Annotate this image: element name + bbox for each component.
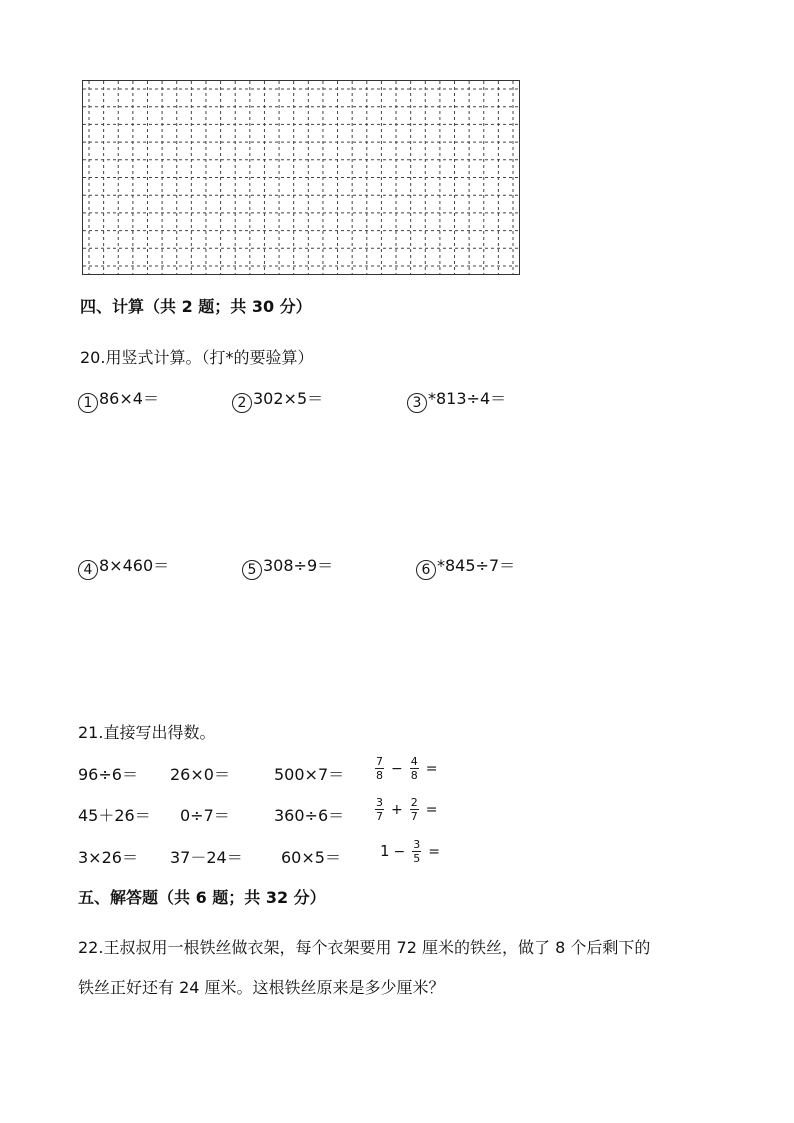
q21-r2-c2: 0÷7＝ [180, 806, 230, 825]
fraction: $\frac{4}{8}$ [410, 755, 418, 782]
q20-item-3 [407, 386, 506, 413]
q21-r1-c2: 26×0＝ [170, 765, 230, 784]
answer-grid [82, 80, 520, 275]
q21-fraction-3: 1 − $\frac{3}{5}$ = [380, 838, 441, 865]
fraction: $\frac{7}{8}$ [376, 755, 383, 782]
q20-item-6 [416, 553, 515, 580]
q20-item-4 [78, 553, 169, 580]
expression: *813÷4＝ [428, 389, 507, 408]
section-five-title: 五、解答题（共 6 题；共 32 分） [78, 888, 326, 907]
circled-number: 5 [242, 560, 262, 580]
fraction: $\frac{3}{7}$ [376, 796, 383, 823]
expression: 8×460＝ [99, 556, 170, 575]
q20-item-1 [78, 386, 159, 413]
q21-fraction-2: $\frac{3}{7}$ + $\frac{2}{7}$ = [376, 796, 438, 823]
q20-item-2 [232, 386, 323, 413]
q21-fraction-1: $\frac{7}{8}$ − $\frac{4}{8}$ = [376, 755, 438, 782]
fraction: $\frac{2}{7}$ [410, 796, 418, 823]
expression: 302×5＝ [253, 389, 324, 408]
q21-r1-c3: 500×7＝ [274, 765, 345, 784]
q21-r3-c3: 60×5＝ [281, 848, 341, 867]
circled-number: 4 [78, 560, 98, 580]
question-21-prompt: 21.直接写出得数。 [78, 723, 216, 742]
q21-r2-c1: 45＋26＝ [78, 806, 151, 825]
q21-r3-c2: 37－24＝ [170, 848, 243, 867]
grid-lines [83, 81, 519, 274]
q21-r3-c1: 3×26＝ [78, 848, 138, 867]
q20-item-5 [242, 553, 333, 580]
section-four-title: 四、计算（共 2 题；共 30 分） [80, 297, 312, 316]
circled-number: 6 [416, 560, 436, 580]
expression: 86×4＝ [99, 389, 159, 408]
q21-r1-c1: 96÷6＝ [78, 765, 138, 784]
question-22-line1: 22.王叔叔用一根铁丝做衣架，每个衣架要用 72 厘米的铁丝，做了 8 个后剩下的 [78, 938, 651, 957]
circled-number: 1 [78, 393, 98, 413]
whole-number: 1 [380, 842, 390, 860]
expression: 308÷9＝ [263, 556, 334, 575]
question-20-prompt: 20.用竖式计算。（打*的要验算） [80, 348, 314, 367]
q21-r2-c3: 360÷6＝ [274, 806, 345, 825]
circled-number: 3 [407, 393, 427, 413]
fraction: $\frac{3}{5}$ [413, 838, 421, 865]
expression: *845÷7＝ [437, 556, 516, 575]
circled-number: 2 [232, 393, 252, 413]
question-22-line2: 铁丝正好还有 24 厘米。这根铁丝原来是多少厘米？ [78, 978, 445, 997]
